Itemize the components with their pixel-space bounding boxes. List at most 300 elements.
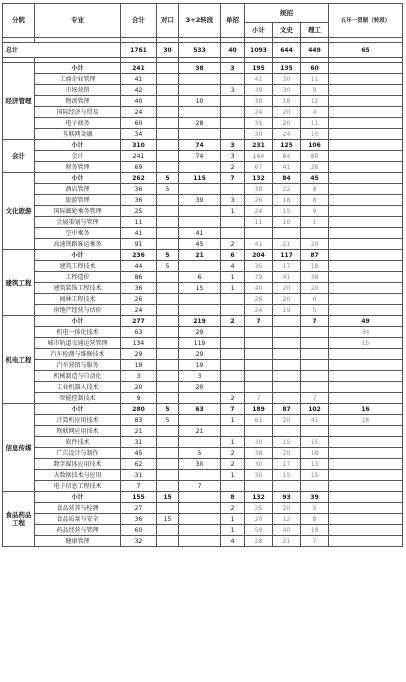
cell-five-year [329, 514, 403, 525]
cell-like: 11 [301, 118, 329, 129]
subtotal-wenke [273, 316, 301, 327]
cell-duikou [157, 327, 179, 338]
cell-wenke: 17 [273, 261, 301, 272]
cell-like [301, 360, 329, 371]
cell-total: 69 [121, 162, 157, 173]
cell-tong-sub: 30 [245, 437, 273, 448]
cell-wenke: 22 [273, 184, 301, 195]
major-name: 食品质量与安全 [35, 514, 121, 525]
group-subtotal-row [3, 140, 403, 151]
group-subtotal-row [3, 404, 403, 415]
major-name: 建筑工程技术 [35, 261, 121, 272]
cell-tong-sub: 79 [245, 272, 273, 283]
major-name: 机械制造与自动化 [35, 371, 121, 382]
table-row [3, 151, 403, 162]
subtotal-total: 155 [121, 492, 157, 503]
subtotal-tong-sub: 195 [245, 63, 273, 74]
cell-duikou [157, 503, 179, 514]
cell-duikou [157, 118, 179, 129]
cell-three-plus-two [179, 294, 221, 305]
cell-duikou: 15 [157, 514, 179, 525]
cell-like: 8 [301, 195, 329, 206]
subtotal-wenke: 117 [273, 250, 301, 261]
grand-total-total: 1761 [121, 43, 157, 58]
cell-wenke: 24 [273, 129, 301, 140]
cell-tong-sub: 41 [245, 74, 273, 85]
cell-tong-sub [245, 327, 273, 338]
cell-like: 1 [301, 217, 329, 228]
subtotal-three-plus-two: 21 [179, 250, 221, 261]
table-row [3, 206, 403, 217]
cell-duikou [157, 294, 179, 305]
table-row [3, 272, 403, 283]
cell-duikou [157, 195, 179, 206]
subtotal-like: 106 [301, 140, 329, 151]
cell-total: 36 [121, 514, 157, 525]
cell-three-plus-two: 29 [179, 327, 221, 338]
cell-total: 24 [121, 305, 157, 316]
cell-duikou: 5 [157, 415, 179, 426]
cell-wenke: 20 [273, 415, 301, 426]
cell-total: 11 [121, 217, 157, 228]
subtotal-three-plus-two: 38 [179, 63, 221, 74]
cell-three-plus-two: 39 [179, 195, 221, 206]
table-row [3, 162, 403, 173]
subtotal-duikou: 5 [157, 173, 179, 184]
cell-danzhao [221, 382, 245, 393]
major-name: 电子商务 [35, 118, 121, 129]
cell-like [301, 349, 329, 360]
cell-duikou [157, 459, 179, 470]
cell-five-year [329, 503, 403, 514]
cell-five-year [329, 85, 403, 96]
major-name: 会展策划与管理 [35, 217, 121, 228]
cell-total: 91 [121, 239, 157, 250]
cell-like: 6 [301, 294, 329, 305]
cell-like: 4 [301, 107, 329, 118]
cell-danzhao: 1 [221, 206, 245, 217]
major-name: 酒店管理 [35, 184, 121, 195]
cell-danzhao: 2 [221, 459, 245, 470]
table-row [3, 327, 403, 338]
cell-duikou [157, 129, 179, 140]
cell-tong-sub: 164 [245, 151, 273, 162]
cell-duikou [157, 382, 179, 393]
cell-tong-sub [245, 228, 273, 239]
cell-wenke [273, 327, 301, 338]
cell-like: 19 [301, 525, 329, 536]
cell-five-year [329, 382, 403, 393]
subtotal-five-year [329, 492, 403, 503]
cell-wenke: 15 [273, 437, 301, 448]
category-name: 信息传媒 [3, 404, 35, 492]
cell-five-year [329, 96, 403, 107]
cell-wenke: 10 [273, 217, 301, 228]
header-row-top [3, 4, 403, 23]
cell-total: 41 [121, 228, 157, 239]
cell-wenke: 84 [273, 151, 301, 162]
cell-danzhao [221, 228, 245, 239]
cell-five-year [329, 206, 403, 217]
cell-five-year [329, 107, 403, 118]
cell-duikou [157, 206, 179, 217]
major-name: 计算机应用技术 [35, 415, 121, 426]
cell-wenke: 20 [273, 294, 301, 305]
cell-total: 26 [121, 294, 157, 305]
subtotal-label: 小计 [35, 250, 121, 261]
cell-tong-sub: 41 [245, 239, 273, 250]
cell-five-year [329, 217, 403, 228]
cell-duikou [157, 217, 179, 228]
cell-five-year [329, 283, 403, 294]
cell-danzhao: 1 [221, 272, 245, 283]
subtotal-tong-sub: 204 [245, 250, 273, 261]
cell-wenke: 30 [273, 85, 301, 96]
table-row [3, 217, 403, 228]
cell-like: 10 [301, 129, 329, 140]
cell-three-plus-two [179, 162, 221, 173]
header-major: 专业 [35, 4, 121, 38]
table-row [3, 85, 403, 96]
cell-danzhao: 1 [221, 415, 245, 426]
subtotal-wenke: 125 [273, 140, 301, 151]
subtotal-five-year: 16 [329, 404, 403, 415]
cell-danzhao: 2 [221, 239, 245, 250]
cell-danzhao [221, 371, 245, 382]
category-name: 食品药品工程 [3, 492, 35, 547]
cell-tong-sub: 24 [245, 305, 273, 316]
cell-three-plus-two: 28 [179, 118, 221, 129]
cell-danzhao: 4 [221, 536, 245, 547]
cell-tong-sub: 26 [245, 294, 273, 305]
cell-duikou [157, 74, 179, 85]
major-name: 广告设计与制作 [35, 448, 121, 459]
subtotal-total: 241 [121, 63, 157, 74]
cell-total: 83 [121, 415, 157, 426]
cell-like: 18 [301, 448, 329, 459]
cell-duikou [157, 228, 179, 239]
subtotal-label: 小计 [35, 63, 121, 74]
cell-duikou [157, 470, 179, 481]
table-row [3, 503, 403, 514]
cell-total: 29 [121, 349, 157, 360]
cell-five-year [329, 470, 403, 481]
subtotal-five-year [329, 250, 403, 261]
subtotal-like: 39 [301, 492, 329, 503]
cell-five-year [329, 481, 403, 492]
subtotal-five-year [329, 63, 403, 74]
cell-like [301, 382, 329, 393]
cell-danzhao: 3 [221, 195, 245, 206]
cell-like: 8 [301, 184, 329, 195]
major-name: 财务管理 [35, 162, 121, 173]
cell-five-year [329, 371, 403, 382]
cell-wenke [273, 228, 301, 239]
cell-duikou [157, 393, 179, 404]
cell-like: 8 [301, 514, 329, 525]
subtotal-total: 262 [121, 173, 157, 184]
subtotal-total: 310 [121, 140, 157, 151]
cell-total: 3 [121, 371, 157, 382]
group-subtotal-row [3, 492, 403, 503]
table-row [3, 195, 403, 206]
subtotal-three-plus-two: 219 [179, 316, 221, 327]
major-name: 国际邮轮乘务管理 [35, 206, 121, 217]
cell-tong-sub: 30 [245, 470, 273, 481]
cell-tong-sub: 30 [245, 459, 273, 470]
cell-like: 15 [301, 470, 329, 481]
major-name: 汽车营销与服务 [35, 360, 121, 371]
cell-danzhao: 3 [221, 151, 245, 162]
major-name: 空中乘务 [35, 228, 121, 239]
subtotal-danzhao: 3 [221, 63, 245, 74]
major-name: 机电一体化技术 [35, 327, 121, 338]
cell-like [301, 426, 329, 437]
cell-tong-sub: 28 [245, 536, 273, 547]
cell-three-plus-two [179, 514, 221, 525]
header-total: 合计 [121, 4, 157, 38]
subtotal-three-plus-two: 115 [179, 173, 221, 184]
subtotal-tong-sub: 132 [245, 492, 273, 503]
cell-like: 7 [301, 393, 329, 404]
subtotal-like: 7 [301, 316, 329, 327]
cell-duikou [157, 96, 179, 107]
subtotal-duikou [157, 316, 179, 327]
cell-five-year [329, 228, 403, 239]
cell-total: 21 [121, 426, 157, 437]
cell-three-plus-two [179, 206, 221, 217]
cell-five-year [329, 74, 403, 85]
subtotal-danzhao: 7 [221, 404, 245, 415]
cell-tong-sub: 25 [245, 503, 273, 514]
cell-tong-sub: 30 [245, 184, 273, 195]
cell-wenke: 30 [273, 74, 301, 85]
cell-five-year: 34 [329, 327, 403, 338]
subtotal-wenke: 135 [273, 63, 301, 74]
cell-danzhao [221, 338, 245, 349]
cell-wenke [273, 371, 301, 382]
subtotal-wenke: 84 [273, 173, 301, 184]
major-name: 汽车检测与维修技术 [35, 349, 121, 360]
cell-total: 19 [121, 360, 157, 371]
cell-three-plus-two [179, 415, 221, 426]
table-body [3, 38, 403, 547]
subtotal-five-year [329, 140, 403, 151]
cell-total: 36 [121, 184, 157, 195]
cell-wenke [273, 481, 301, 492]
cell-danzhao: 3 [221, 85, 245, 96]
table-row [3, 448, 403, 459]
cell-three-plus-two [179, 107, 221, 118]
cell-like [301, 338, 329, 349]
cell-duikou [157, 481, 179, 492]
cell-total: 9 [121, 393, 157, 404]
major-name: 工程造价 [35, 272, 121, 283]
cell-tong-sub [245, 338, 273, 349]
cell-wenke: 20 [273, 283, 301, 294]
cell-tong-sub: 59 [245, 525, 273, 536]
cell-three-plus-two [179, 129, 221, 140]
subtotal-duikou: 5 [157, 404, 179, 415]
table-row [3, 283, 403, 294]
cell-danzhao: 2 [221, 448, 245, 459]
cell-total: 36 [121, 195, 157, 206]
subtotal-total: 236 [121, 250, 157, 261]
cell-duikou [157, 371, 179, 382]
cell-tong-sub: 31 [245, 118, 273, 129]
subtotal-duikou [157, 63, 179, 74]
subtotal-five-year [329, 173, 403, 184]
subtotal-total: 277 [121, 316, 157, 327]
cell-danzhao: 1 [221, 437, 245, 448]
cell-tong-sub: 38 [245, 448, 273, 459]
header-wenke: 文史 [273, 23, 301, 38]
cell-tong-sub: 7 [245, 393, 273, 404]
category-name: 会计 [3, 140, 35, 173]
cell-wenke: 20 [273, 107, 301, 118]
cell-tong-sub [245, 349, 273, 360]
cell-danzhao [221, 481, 245, 492]
grand-total-row [3, 43, 403, 58]
cell-tong-sub: 39 [245, 85, 273, 96]
major-name: 市场营销 [35, 85, 121, 96]
major-name: 数字媒体应用技术 [35, 459, 121, 470]
cell-danzhao: 1 [221, 525, 245, 536]
table-row [3, 294, 403, 305]
cell-three-plus-two [179, 261, 221, 272]
table-row [3, 514, 403, 525]
cell-three-plus-two [179, 305, 221, 316]
cell-three-plus-two: 29 [179, 349, 221, 360]
cell-wenke: 15 [273, 470, 301, 481]
table-row [3, 96, 403, 107]
table-row [3, 426, 403, 437]
cell-five-year [329, 437, 403, 448]
cell-five-year [329, 426, 403, 437]
cell-five-year [329, 393, 403, 404]
cell-total: 7 [121, 481, 157, 492]
cell-three-plus-two: 41 [179, 228, 221, 239]
cell-wenke [273, 382, 301, 393]
category-name: 机电工程 [3, 316, 35, 404]
cell-tong-sub: 26 [245, 195, 273, 206]
cell-like [301, 327, 329, 338]
subtotal-tong-sub: 189 [245, 404, 273, 415]
major-name: 旅游管理 [35, 195, 121, 206]
cell-duikou: 5 [157, 184, 179, 195]
cell-wenke: 18 [273, 96, 301, 107]
cell-duikou: 5 [157, 261, 179, 272]
major-name: 建筑装饰工程技术 [35, 283, 121, 294]
cell-like: 13 [301, 459, 329, 470]
cell-total: 40 [121, 96, 157, 107]
subtotal-duikou [157, 140, 179, 151]
cell-total: 60 [121, 525, 157, 536]
cell-danzhao: 2 [221, 162, 245, 173]
enrollment-plan-table [2, 3, 403, 547]
cell-danzhao [221, 305, 245, 316]
cell-wenke: 41 [273, 272, 301, 283]
cell-three-plus-two [179, 437, 221, 448]
cell-danzhao: 2 [221, 393, 245, 404]
subtotal-danzhao: 6 [221, 250, 245, 261]
cell-danzhao [221, 129, 245, 140]
table-row [3, 360, 403, 371]
cell-danzhao [221, 107, 245, 118]
grand-total-wenke: 644 [273, 43, 301, 58]
cell-five-year [329, 305, 403, 316]
cell-five-year [329, 272, 403, 283]
cell-three-plus-two [179, 393, 221, 404]
cell-duikou [157, 426, 179, 437]
cell-five-year [329, 294, 403, 305]
cell-tong-sub: 35 [245, 261, 273, 272]
header-danzhao: 单招 [221, 4, 245, 38]
table-row [3, 470, 403, 481]
subtotal-three-plus-two [179, 492, 221, 503]
cell-three-plus-two: 30 [179, 459, 221, 470]
cell-five-year: 16 [329, 415, 403, 426]
cell-total: 24 [121, 107, 157, 118]
table-row [3, 184, 403, 195]
table-row [3, 129, 403, 140]
table-row [3, 415, 403, 426]
cell-danzhao: 4 [221, 261, 245, 272]
cell-like [301, 481, 329, 492]
cell-like: 38 [301, 272, 329, 283]
cell-wenke: 19 [273, 305, 301, 316]
cell-total: 31 [121, 437, 157, 448]
cell-tong-sub [245, 481, 273, 492]
major-name: 大数据技术与应用 [35, 470, 121, 481]
cell-wenke [273, 349, 301, 360]
cell-danzhao [221, 294, 245, 305]
cell-three-plus-two: 10 [179, 96, 221, 107]
grand-total-tong-sub: 1093 [245, 43, 273, 58]
major-name: 软件技术 [35, 437, 121, 448]
cell-wenke: 21 [273, 239, 301, 250]
table-row [3, 459, 403, 470]
cell-wenke: 41 [273, 162, 301, 173]
subtotal-total: 280 [121, 404, 157, 415]
major-name: 工业机器人技术 [35, 382, 121, 393]
cell-duikou [157, 448, 179, 459]
cell-total: 86 [121, 272, 157, 283]
cell-like: 12 [301, 96, 329, 107]
cell-total: 134 [121, 338, 157, 349]
cell-wenke: 40 [273, 525, 301, 536]
cell-five-year: 15 [329, 338, 403, 349]
cell-total: 241 [121, 151, 157, 162]
cell-three-plus-two: 7 [179, 481, 221, 492]
grand-total-five-year: 65 [329, 43, 403, 58]
cell-duikou [157, 239, 179, 250]
cell-three-plus-two: 19 [179, 360, 221, 371]
grand-total-danzhao: 40 [221, 43, 245, 58]
cell-wenke [273, 426, 301, 437]
table-row [3, 118, 403, 129]
cell-danzhao [221, 96, 245, 107]
subtotal-tong-sub: 132 [245, 173, 273, 184]
cell-like: 9 [301, 85, 329, 96]
cell-duikou [157, 305, 179, 316]
cell-five-year [329, 129, 403, 140]
cell-wenke: 15 [273, 206, 301, 217]
cell-three-plus-two [179, 536, 221, 547]
cell-like: 5 [301, 305, 329, 316]
cell-duikou [157, 349, 179, 360]
table-row [3, 382, 403, 393]
